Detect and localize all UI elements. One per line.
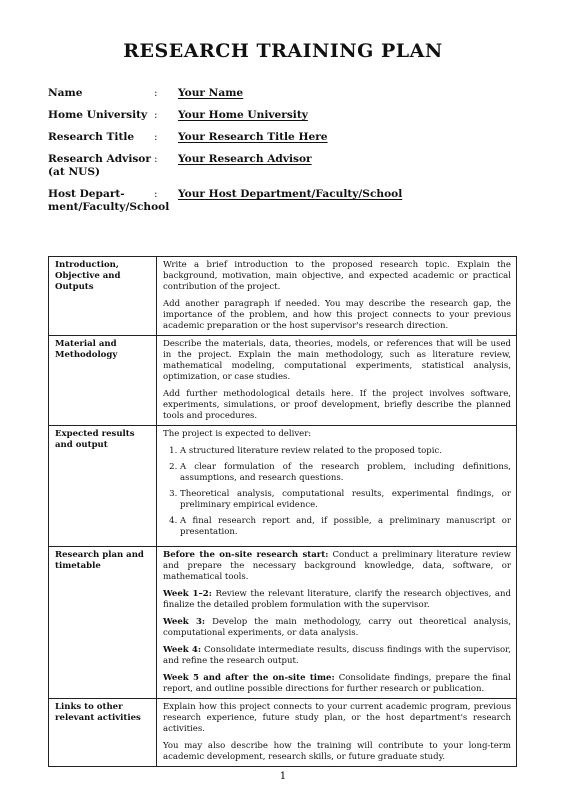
info-value: Your Home University — [178, 109, 308, 121]
colon: : — [154, 87, 158, 99]
info-value: Your Research Advisor — [178, 153, 312, 165]
list-item: 2. A clear formulation of the research problem, including definitions, assumptions, and research questions. — [180, 462, 511, 484]
info-row-title — [48, 131, 518, 144]
colon: : — [154, 153, 158, 165]
plan-entry-lead: Week 1–2: — [163, 589, 212, 599]
plan-entry-text: Consolidate intermediate results, discuss findings with the supervisor, and refine the research output. — [163, 645, 512, 666]
plan-entry — [163, 589, 511, 611]
section-heading: Introduction, Objective and Outputs — [49, 257, 157, 336]
paragraph: Add further methodological details here. If the project involves software, experiments, simulations, or proof development, briefly describe the planned tools and procedures. — [163, 389, 511, 421]
paragraph: Explain how this project connects to your current academic program, previous research experience, future study plan, or the host department's research activities. — [163, 702, 511, 734]
section-body — [157, 257, 517, 336]
plan-entry-lead: Week 5 and after the on-site time: — [163, 673, 335, 683]
info-label: Research Advisor (at NUS) — [48, 153, 151, 178]
section-body — [157, 426, 517, 547]
section-heading: Links to other relevant activities — [49, 699, 157, 767]
list-item: 3. Theoretical analysis, computational results, experimental findings, or preliminary empirical evidence. — [180, 489, 511, 511]
page-title: RESEARCH TRAINING PLAN — [123, 40, 443, 62]
table-row — [49, 336, 517, 426]
plan-entry — [163, 617, 511, 639]
paragraph: Write a brief introduction to the proposed research topic. Explain the background, motivation, main objective, and expected academic or practical contribution of the project. — [163, 260, 511, 292]
plan-entry-lead: Week 4: — [163, 645, 202, 655]
paragraph: You may also describe how the training will contribute to your long-term academic development, research skills, or future graduate study. — [163, 741, 511, 762]
info-value: Your Host Department/Faculty/School — [178, 188, 403, 200]
table-row — [49, 699, 517, 767]
info-row-university — [48, 109, 518, 122]
section-heading: Research plan and timetable — [49, 547, 157, 699]
table-row — [49, 426, 517, 547]
plan-entry-text: Conduct a preliminary literature review and prepare the necessary background knowledge, data, software, or mathematical tools. — [163, 550, 511, 582]
results-list — [163, 446, 511, 538]
section-body — [157, 336, 517, 426]
plan-entry-text: Consolidate findings, prepare the final report, and outline possible directions for further research or publication. — [163, 673, 512, 694]
section-heading: Expected results and output — [49, 426, 157, 547]
info-label: Host Depart-ment/Faculty/School — [48, 188, 170, 213]
plan-entry-text: Review the relevant literature, clarify the research objectives, and finalize the detailed problem formulation with the supervisor. — [163, 589, 511, 610]
info-label: Research Title — [48, 131, 135, 143]
info-label: Home University — [48, 109, 148, 121]
info-value: Your Name — [178, 87, 244, 99]
table-row — [49, 547, 517, 699]
paragraph: Add another paragraph if needed. You may describe the research gap, the importance of the problem, and how this project connects to your previous academic preparation or the host supervisor's research direction. — [163, 299, 511, 331]
info-label: Name — [48, 87, 83, 99]
table-row — [49, 257, 517, 336]
page-number: 1 — [279, 770, 287, 782]
list-item: 4. A final research report and, if possible, a preliminary manuscript or presentation. — [180, 516, 511, 538]
info-row-name — [48, 87, 518, 100]
plan-entry-lead: Before the on-site research start: — [163, 550, 329, 560]
paragraph: Describe the materials, data, theories, models, or references that will be used in the project. Explain the main methodology, such as literature review, mathematical modeling, computational experiments, statistical analysis, optimization, or case studies. — [163, 339, 511, 382]
plan-table — [48, 256, 517, 767]
list-item: 1. A structured literature review related to the proposed topic. — [180, 446, 511, 457]
info-row-advisor — [48, 153, 518, 179]
plan-entry-text: Develop the main methodology, carry out theoretical analysis, computational experiments, or data analysis. — [163, 617, 512, 638]
plan-entry-lead: Week 3: — [163, 617, 206, 627]
info-block — [48, 87, 518, 223]
section-body — [157, 699, 517, 767]
plan-entry — [163, 645, 511, 667]
info-row-host — [48, 188, 518, 214]
colon: : — [154, 109, 158, 121]
info-value: Your Research Title Here — [178, 131, 328, 143]
colon: : — [154, 188, 158, 200]
colon: : — [154, 131, 158, 143]
paragraph: The project is expected to deliver: — [163, 429, 312, 439]
plan-entry — [163, 673, 511, 695]
plan-entry — [163, 550, 511, 583]
section-heading: Material and Methodology — [49, 336, 157, 426]
section-body — [157, 547, 517, 699]
